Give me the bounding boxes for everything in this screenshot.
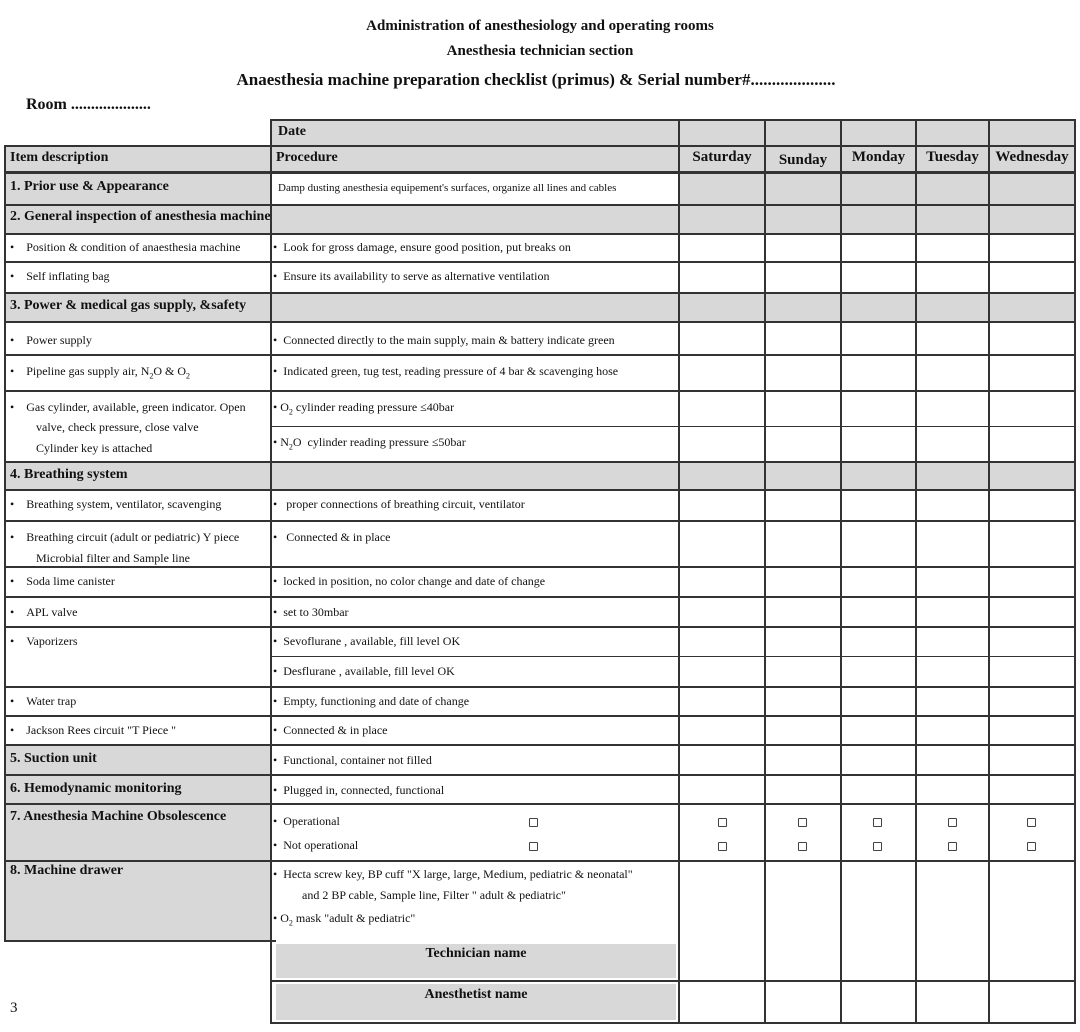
checkbox-wednesday-not-operational[interactable]	[1027, 842, 1036, 851]
day-sunday: Sunday	[778, 152, 828, 168]
procedure-sevoflurane: • Sevoflurane , available, fill level OK	[273, 634, 461, 648]
checkbox-saturday-not-operational[interactable]	[718, 842, 727, 851]
day-tuesday: Tuesday	[926, 149, 979, 165]
section-7-label: 7. Anesthesia Machine Obsolescence	[10, 809, 227, 824]
option-operational: • Operational	[273, 814, 340, 828]
checkbox-tuesday-not-operational[interactable]	[948, 842, 957, 851]
section-2-label: 2. General inspection of anesthesia machine	[10, 209, 271, 224]
procedure-power-supply: • Connected directly to the main supply, main & battery indicate green	[273, 333, 615, 347]
item-breathing-circuit-1: • Breathing circuit (adult or pediatric) Y piece	[10, 530, 240, 544]
procedure-position: • Look for gross damage, ensure good position, put breaks on	[273, 240, 571, 254]
room-field: Room ....................	[26, 96, 151, 113]
checkbox-saturday-operational[interactable]	[718, 818, 727, 827]
day-wednesday: Wednesday	[995, 149, 1069, 165]
item-description-header: Item description	[10, 150, 109, 165]
item-apl-valve: • APL valve	[10, 605, 78, 619]
procedure-apl-valve: • set to 30mbar	[273, 605, 349, 619]
option-not-operational: • Not operational	[273, 838, 359, 852]
item-power-supply: • Power supply	[10, 333, 92, 347]
procedure-self-inflating-bag: • Ensure its availability to serve as alternative ventilation	[273, 269, 550, 283]
section-4-label: 4. Breathing system	[10, 467, 128, 482]
checkbox-sunday-operational[interactable]	[798, 818, 807, 827]
procedure-pipeline-gas: • Indicated green, tug test, reading pressure of 4 bar & scavenging hose	[273, 364, 619, 378]
procedure-o2-cylinder: • $O_2$ cylinder reading pressure ≤40bar	[273, 400, 455, 417]
procedure-drawer-2: and 2 BP cable, Sample line, Filter " adult & pediatric"	[302, 888, 566, 902]
item-breathing-circuit-2: Microbial filter and Sample line	[36, 551, 190, 565]
checkbox-monday-not-operational[interactable]	[873, 842, 882, 851]
admin-title: Administration of anesthesiology and operating rooms	[366, 18, 714, 34]
section-title: Anesthesia technician section	[446, 43, 634, 59]
item-position: • Position & condition of anaesthesia machine	[10, 240, 241, 254]
procedure-water-trap: • Empty, functioning and date of change	[273, 694, 470, 708]
section-5-label: 5. Suction unit	[10, 751, 97, 766]
procedure-breathing-circuit: • Connected & in place	[273, 530, 391, 544]
checkbox-sunday-not-operational[interactable]	[798, 842, 807, 851]
item-pipeline-gas: • Pipeline gas supply air, $N_2O$ & $O_2$	[10, 364, 191, 381]
procedure-drawer-1: • Hecta screw key, BP cuff "X large, large, Medium, pediatric & neonatal"	[273, 867, 633, 881]
section-1-label: 1. Prior use & Appearance	[10, 179, 169, 194]
checkbox-not-operational[interactable]	[529, 842, 538, 851]
procedure-hemodynamic: • Plugged in, connected, functional	[273, 783, 445, 797]
item-gas-cylinder-1: • Gas cylinder, available, green indicator. Open	[10, 400, 246, 414]
item-water-trap: • Water trap	[10, 694, 77, 708]
checkbox-operational[interactable]	[529, 818, 538, 827]
procedure-drawer-3: • $O_2$ mask "adult & pediatric"	[273, 911, 416, 928]
section-3-label: 3. Power & medical gas supply, &safety	[10, 298, 247, 313]
procedure-header: Procedure	[276, 150, 338, 165]
item-gas-cylinder-3: Cylinder key is attached	[36, 441, 153, 455]
procedure-breathing-system: • proper connections of breathing circuit, ventilator	[273, 497, 525, 511]
checkbox-monday-operational[interactable]	[873, 818, 882, 827]
technician-name-label: Technician name	[425, 946, 527, 961]
section-6-label: 6. Hemodynamic monitoring	[10, 781, 182, 796]
section-8-label: 8. Machine drawer	[10, 863, 124, 878]
item-soda-lime: • Soda lime canister	[10, 574, 115, 588]
day-monday: Monday	[851, 149, 906, 165]
procedure-n2o-cylinder: • $N_2O$ cylinder reading pressure ≤50bar	[273, 435, 466, 452]
procedure-soda-lime: • locked in position, no color change and date of change	[273, 574, 546, 588]
item-self-inflating-bag: • Self inflating bag	[10, 269, 110, 283]
date-label: Date	[278, 124, 306, 139]
day-saturday: Saturday	[692, 149, 752, 165]
item-jackson-rees: • Jackson Rees circuit "T Piece "	[10, 723, 177, 737]
procedure-desflurane: • Desflurane , available, fill level OK	[273, 664, 455, 678]
item-breathing-system: • Breathing system, ventilator, scavenging	[10, 497, 222, 511]
procedure-suction: • Functional, container not filled	[273, 753, 432, 767]
checkbox-wednesday-operational[interactable]	[1027, 818, 1036, 827]
page-number: 3	[10, 1000, 18, 1016]
item-gas-cylinder-2: valve, check pressure, close valve	[36, 420, 199, 434]
checklist-title: Anaesthesia machine preparation checklist (primus) & Serial number#....................	[236, 70, 836, 89]
item-vaporizers: • Vaporizers	[10, 634, 78, 648]
anesthetist-name-label: Anesthetist name	[424, 987, 528, 1002]
section-1-procedure: Damp dusting anesthesia equipement's surfaces, organize all lines and cables	[278, 182, 617, 194]
procedure-jackson-rees: • Connected & in place	[273, 723, 388, 737]
checkbox-tuesday-operational[interactable]	[948, 818, 957, 827]
